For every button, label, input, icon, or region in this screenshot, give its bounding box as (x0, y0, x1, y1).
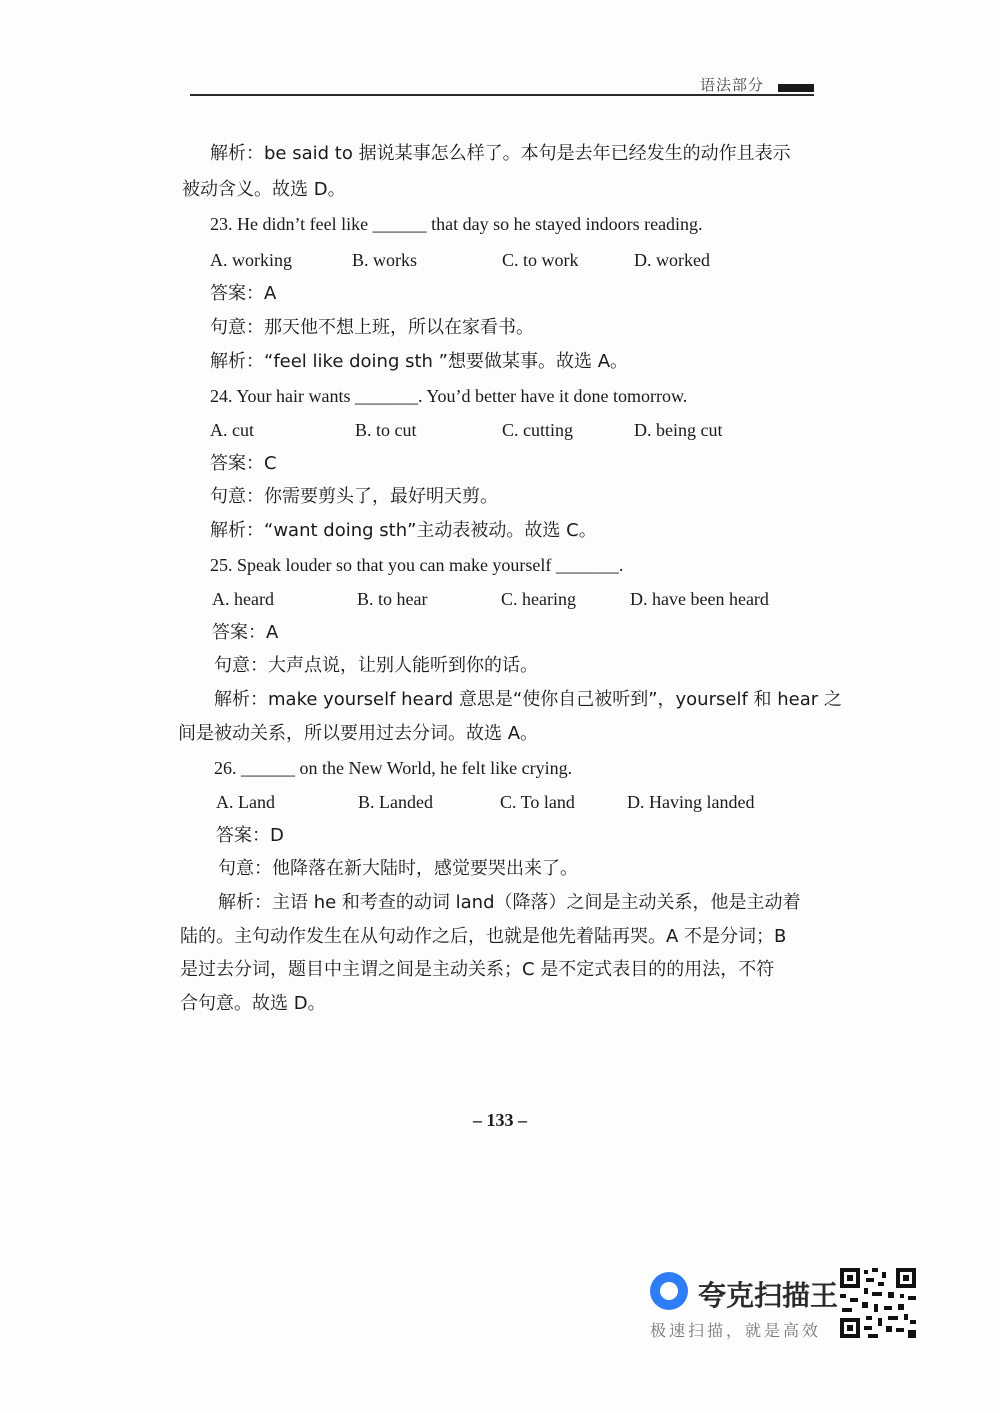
explanation-line: 解析：主语 he 和考查的动词 land（降落）之间是主动关系，他是主动着 (218, 892, 801, 913)
question-25: 25. Speak louder so that you can make yourself _______. (210, 555, 624, 575)
header-mark (778, 84, 814, 92)
explanation-line: 解析：be said to 据说某事怎么样了。本句是去年已经发生的动作且表示 (210, 143, 791, 164)
explanation-line: 陆的。主句动作发生在从句动作之后，也就是他先着陆再哭。A 不是分词；B (180, 926, 787, 947)
question-24: 24. Your hair wants _______. You’d better have it done tomorrow. (210, 386, 688, 406)
sentence-meaning: 句意：你需要剪头了，最好明天剪。 (210, 486, 498, 507)
qr-code-icon (838, 1266, 918, 1340)
option-c: C. To land (500, 792, 575, 812)
question-26: 26. ______ on the New World, he felt like crying. (214, 758, 573, 778)
explanation-line: 被动含义。故选 D。 (182, 179, 346, 200)
option-c: C. cutting (502, 420, 573, 440)
answer: 答案：A (210, 283, 277, 304)
option-d: D. being cut (634, 420, 723, 440)
explanation-line: 是过去分词，题目中主谓之间是主动关系；C 是不定式表目的的用法，不符 (180, 959, 775, 980)
option-a: A. heard (212, 589, 274, 609)
answer: 答案：D (216, 825, 284, 846)
option-a: A. cut (210, 420, 254, 440)
running-header: 语法部分 (700, 76, 765, 94)
sentence-meaning: 句意：大声点说，让别人能听到你的话。 (214, 655, 538, 676)
option-c: C. to work (502, 250, 579, 270)
sentence-meaning: 句意：那天他不想上班，所以在家看书。 (210, 317, 534, 338)
option-c: C. hearing (501, 589, 576, 609)
option-a: A. Land (216, 792, 275, 812)
answer: 答案：A (212, 622, 279, 643)
header-rule (190, 94, 814, 96)
explanation-line: 解析：“feel like doing sth ”想要做某事。故选 A。 (210, 351, 629, 372)
option-a: A. working (210, 250, 292, 270)
option-b: B. works (352, 250, 418, 270)
question-23: 23. He didn’t feel like ______ that day so he stayed indoors reading. (210, 214, 703, 234)
option-d: D. Having landed (627, 792, 755, 812)
explanation-line: 解析：“want doing sth”主动表被动。故选 C。 (210, 520, 597, 541)
scanner-logo-icon (650, 1272, 688, 1310)
explanation-line: 合句意。故选 D。 (180, 993, 326, 1014)
watermark-subtitle: 极速扫描，就是高效 (650, 1321, 822, 1340)
option-b: B. to cut (355, 420, 417, 440)
option-b: B. Landed (358, 792, 433, 812)
option-d: D. have been heard (630, 589, 769, 609)
explanation-line: 间是被动关系，所以要用过去分词。故选 A。 (178, 723, 539, 744)
sentence-meaning: 句意：他降落在新大陆时，感觉要哭出来了。 (218, 858, 578, 879)
answer: 答案：C (210, 453, 277, 474)
option-b: B. to hear (357, 589, 428, 609)
explanation-line: 解析：make yourself heard 意思是“使你自己被听到”，yourself 和 hear 之 (214, 689, 842, 710)
watermark-title: 夸克扫描王 (698, 1279, 839, 1312)
page-number: – 133 – (473, 1110, 527, 1130)
option-d: D. worked (634, 250, 710, 270)
